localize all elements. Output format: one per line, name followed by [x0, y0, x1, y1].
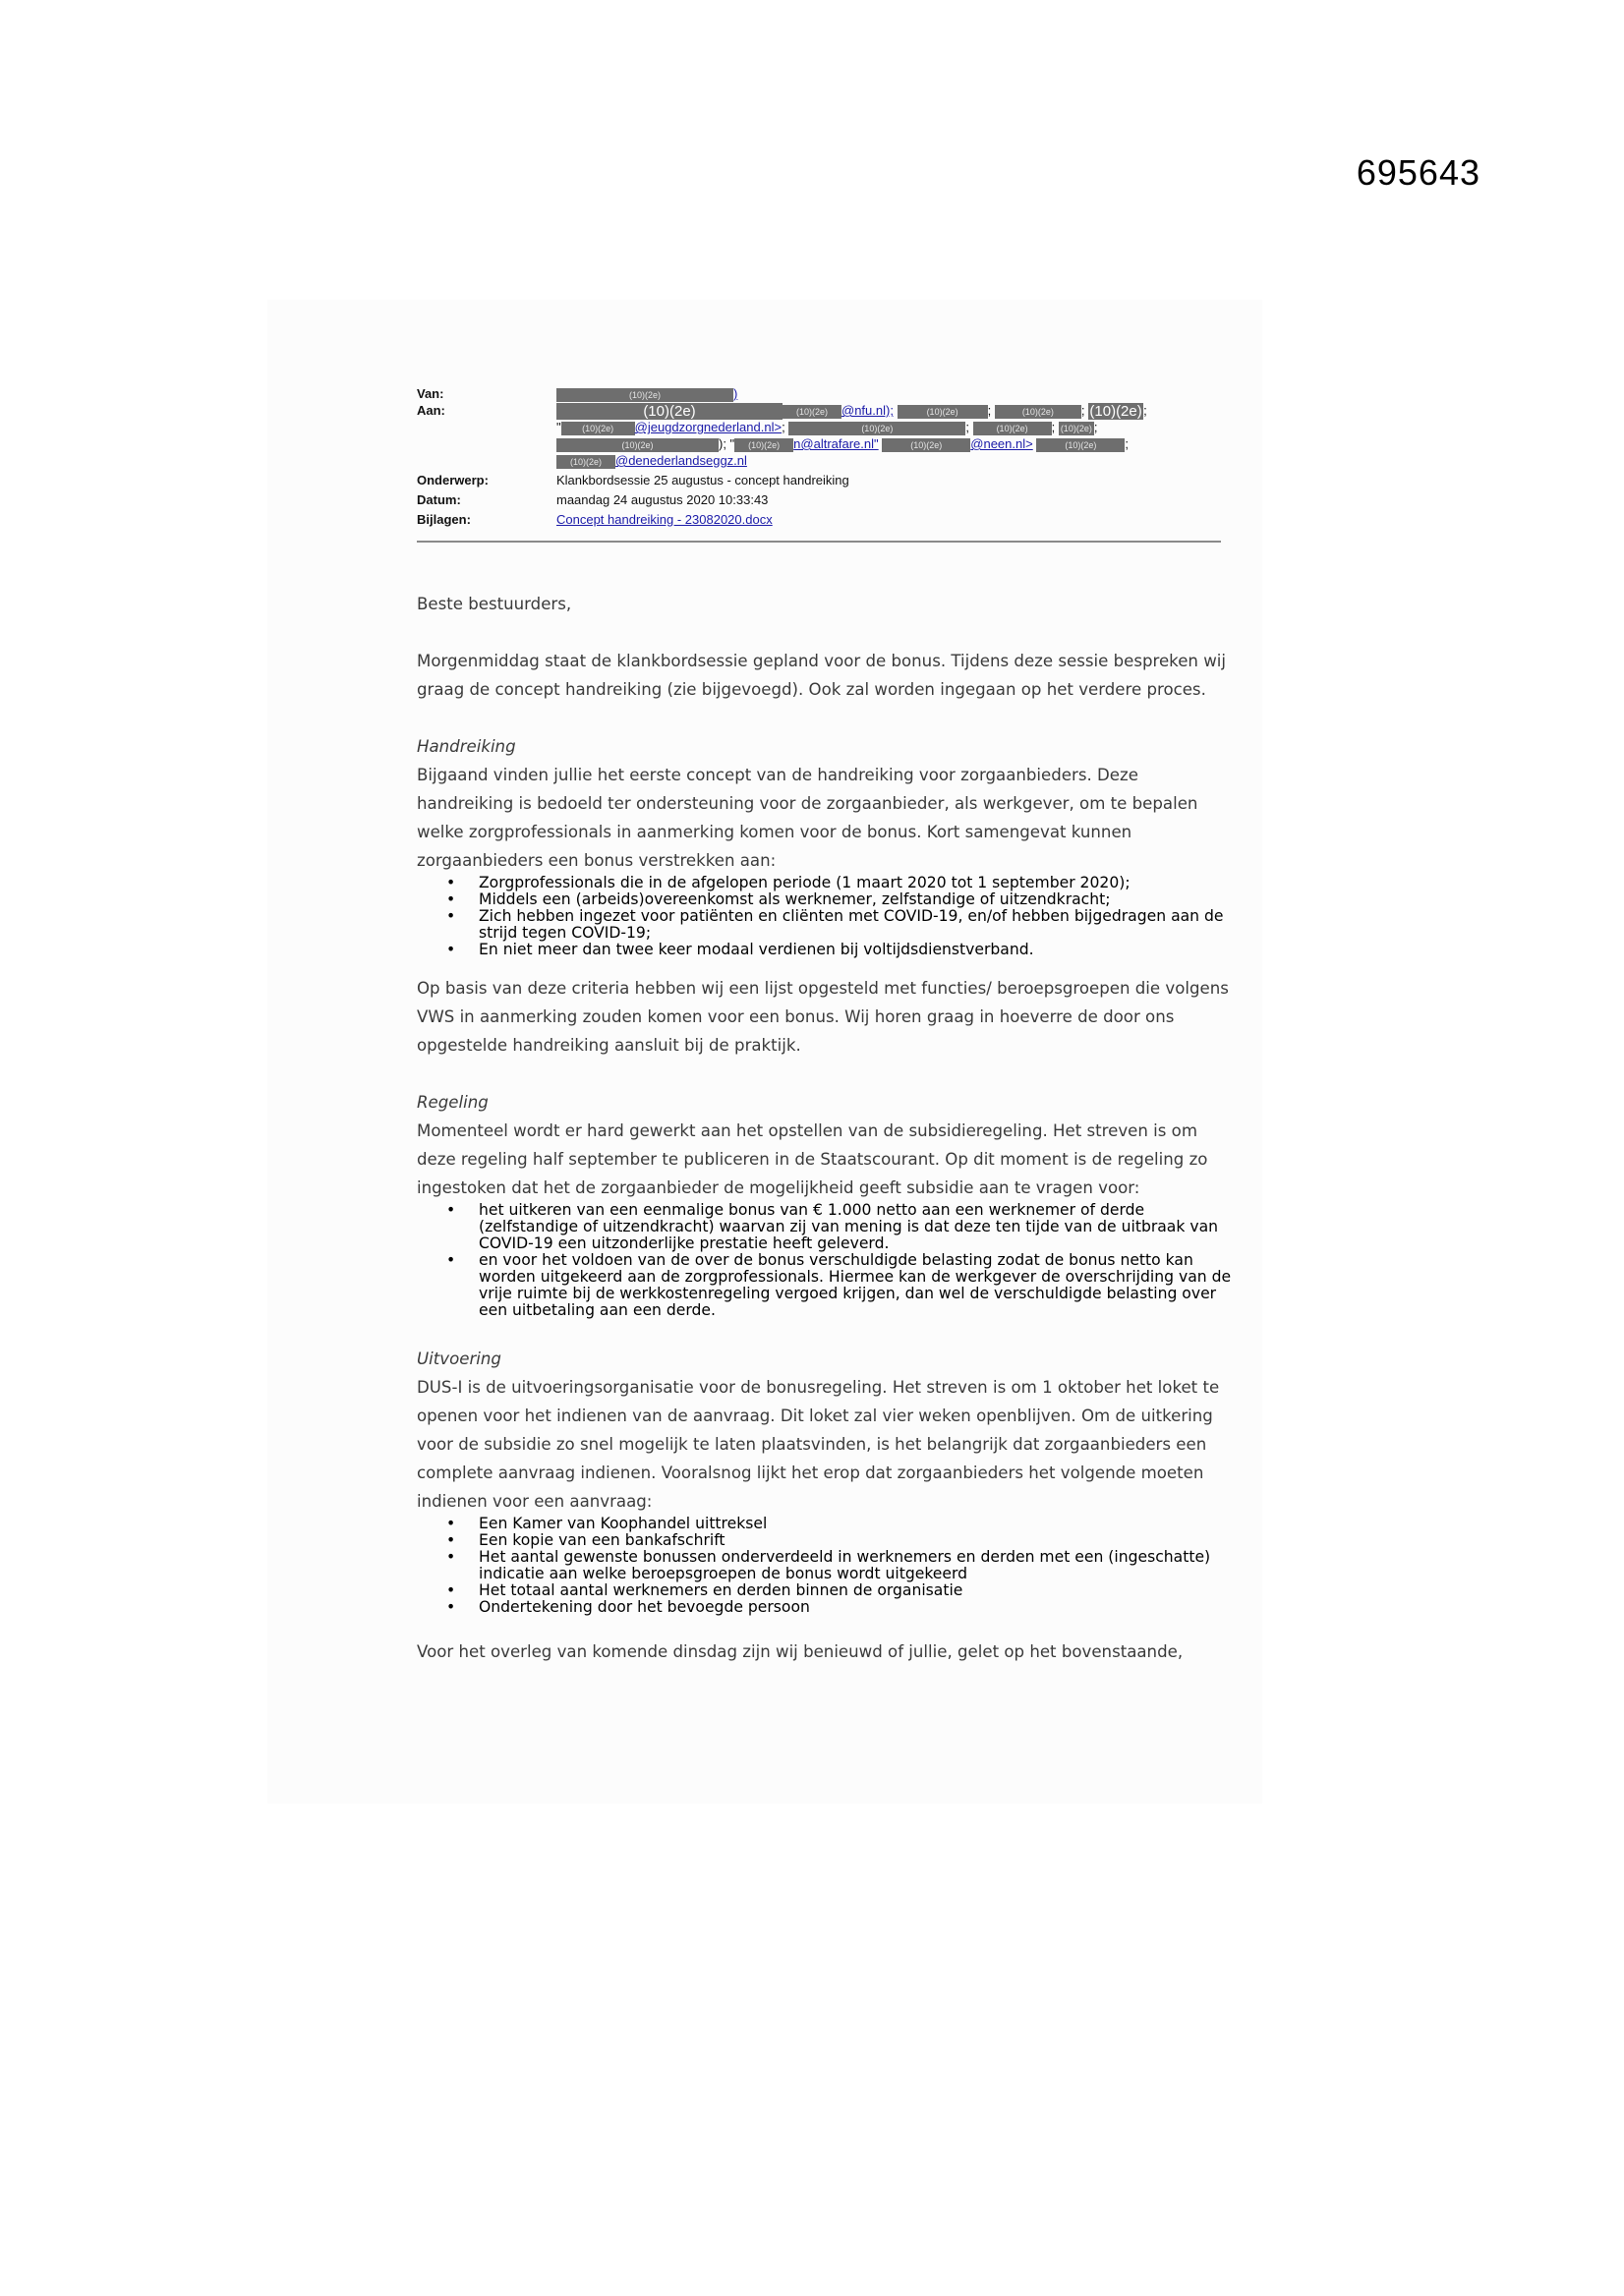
- criteria-paragraph: Op basis van deze criteria hebben wij een lijst opgesteld met functies/ beroepsgroepen die volgens VWS in aanmerking zouden komen voor een bonus. Wij horen graag in hoeverre de door ons opgestelde handreiking aansluit bij de praktijk.: [417, 979, 1229, 1055]
- uitvoering-heading: Uitvoering: [417, 1349, 501, 1368]
- bijlagen-label: Bijlagen:: [417, 512, 471, 527]
- redaction-block: (10)(2e): [556, 388, 733, 402]
- recipient-email[interactable]: @nfu.nl);: [841, 403, 894, 418]
- list-item: • en voor het voldoen van de over de bonus verschuldigde belasting zodat de bonus netto kan worden uitgekeerd aan de zorgprofessionals. Hiermee kan de werkgever de overschrijding van de vrije ruimte bij de werkkostenregeling vergoed krijgen, dan wel de verschuldigde belasting over een uitbetaling aan een derde.: [417, 1252, 1233, 1319]
- greeting: Beste bestuurders,: [417, 595, 572, 613]
- list-item: • Ondertekening door het bevoegde persoon: [417, 1599, 1233, 1616]
- list-item: • Het aantal gewenste bonussen onderverdeeld in werknemers en derden met een (ingeschatte) indicatie aan welke beroepsgroepen de bonus wordt uitgekeerd: [417, 1549, 1233, 1582]
- recipient-email[interactable]: @neen.nl>: [970, 436, 1033, 451]
- aan-line-1: (10)(2e) (10)(2e) @nfu.nl); (10)(2e) ; (10)(2e) ; (10)(2e);: [556, 403, 1147, 420]
- recipient-email[interactable]: @jeugdzorgnederland.nl>: [634, 420, 783, 434]
- date-value: maandag 24 augustus 2020 10:33:43: [556, 492, 769, 507]
- recipient-email[interactable]: @denederlandseggz.nl: [615, 453, 747, 468]
- regeling-heading: Regeling: [417, 1093, 489, 1112]
- subject-value: Klankbordsessie 25 augustus - concept handreiking: [556, 473, 849, 488]
- uitvoering-list: [417, 1516, 1233, 1616]
- handreiking-list: [417, 875, 1233, 958]
- closing-paragraph: Voor het overleg van komende dinsdag zijn wij benieuwd of jullie, gelet op het bovenstaande,: [417, 1642, 1184, 1661]
- datum-label: Datum:: [417, 492, 461, 507]
- list-item: • Een Kamer van Koophandel uittreksel: [417, 1516, 1233, 1532]
- document-number: 695643: [1356, 152, 1480, 193]
- list-item: • Het totaal aantal werknemers en derden binnen de organisatie: [417, 1582, 1233, 1599]
- handreiking-heading: Handreiking: [417, 737, 516, 756]
- aan-line-2: " (10)(2e) @jeugdzorgnederland.nl>; (10)(2e) ; (10)(2e) ; (10)(2e) ;: [556, 420, 1098, 434]
- header-divider: [417, 541, 1221, 543]
- list-item: • Zorgprofessionals die in de afgelopen periode (1 maart 2020 tot 1 september 2020);: [417, 875, 1233, 891]
- email-body: [417, 590, 1233, 1666]
- intro-paragraph: Morgenmiddag staat de klankbordsessie gepland voor de bonus. Tijdens deze sessie bespreken wij graag de concept handreiking (zie bijgevoegd). Ook zal worden ingegaan op het verdere proces.: [417, 652, 1226, 699]
- onderwerp-label: Onderwerp:: [417, 473, 489, 488]
- list-item: • Middels een (arbeids)overeenkomst als werknemer, zelfstandige of uitzendkracht;: [417, 891, 1233, 908]
- list-item: • Zich hebben ingezet voor patiënten en cliënten met COVID-19, en/of hebben bijgedragen aan de strijd tegen COVID-19;: [417, 908, 1233, 942]
- aan-line-4: (10)(2e) @denederlandseggz.nl: [556, 453, 747, 469]
- attachment-link[interactable]: Concept handreiking - 23082020.docx: [556, 512, 773, 527]
- recipient-email[interactable]: n@altrafare.nl": [793, 436, 879, 451]
- list-item: • Een kopie van een bankafschrift: [417, 1532, 1233, 1549]
- van-label: Van:: [417, 386, 444, 401]
- uitvoering-paragraph: DUS-I is de uitvoeringsorganisatie voor de bonusregeling. Het streven is om 1 oktober het loket te openen voor het indienen van de aanvraag. Dit loket zal vier weken openblijven. Om de uitkering voor de subsidie zo snel mogelijk te laten plaatsvinden, is het belangrijk dat zorgaanbieders een complete aanvraag indienen. Vooralsnog lijkt het erop dat zorgaanbieders het volgende moeten indienen voor een aanvraag:: [417, 1378, 1220, 1511]
- aan-label: Aan:: [417, 403, 445, 418]
- regeling-paragraph: Momenteel wordt er hard gewerkt aan het opstellen van de subsidieregeling. Het streven is om deze regeling half september te publiceren in de Staatscourant. Op dit moment is de regeling zo ingestoken dat het de zorgaanbieder de mogelijkheid geeft subsidie aan te vragen voor:: [417, 1121, 1208, 1197]
- list-item: • het uitkeren van een eenmalige bonus van € 1.000 netto aan een werknemer of derde (zelfstandige of uitzendkracht) waarvan zij van mening is dat deze ten tijde van de uitbraak van COVID-19 een uitzonderlijke prestatie heeft geleverd.: [417, 1202, 1233, 1252]
- regeling-list: [417, 1202, 1233, 1319]
- redaction-block: (10)(2e): [556, 403, 783, 420]
- van-value: (10)(2e) ): [556, 386, 737, 402]
- handreiking-paragraph: Bijgaand vinden jullie het eerste concept van de handreiking voor zorgaanbieders. Deze handreiking is bedoeld ter ondersteuning voor de zorgaanbieder, als werkgever, om te bepalen welke zorgprofessionals in aanmerking komen voor de bonus. Kort samengevat kunnen zorgaanbieders een bonus verstrekken aan:: [417, 766, 1198, 870]
- list-item: • En niet meer dan twee keer modaal verdienen bij voltijdsdienstverband.: [417, 942, 1233, 958]
- aan-line-3: (10)(2e) ); " (10)(2e) n@altrafare.nl" (10)(2e) @neen.nl> (10)(2e) ;: [556, 436, 1129, 452]
